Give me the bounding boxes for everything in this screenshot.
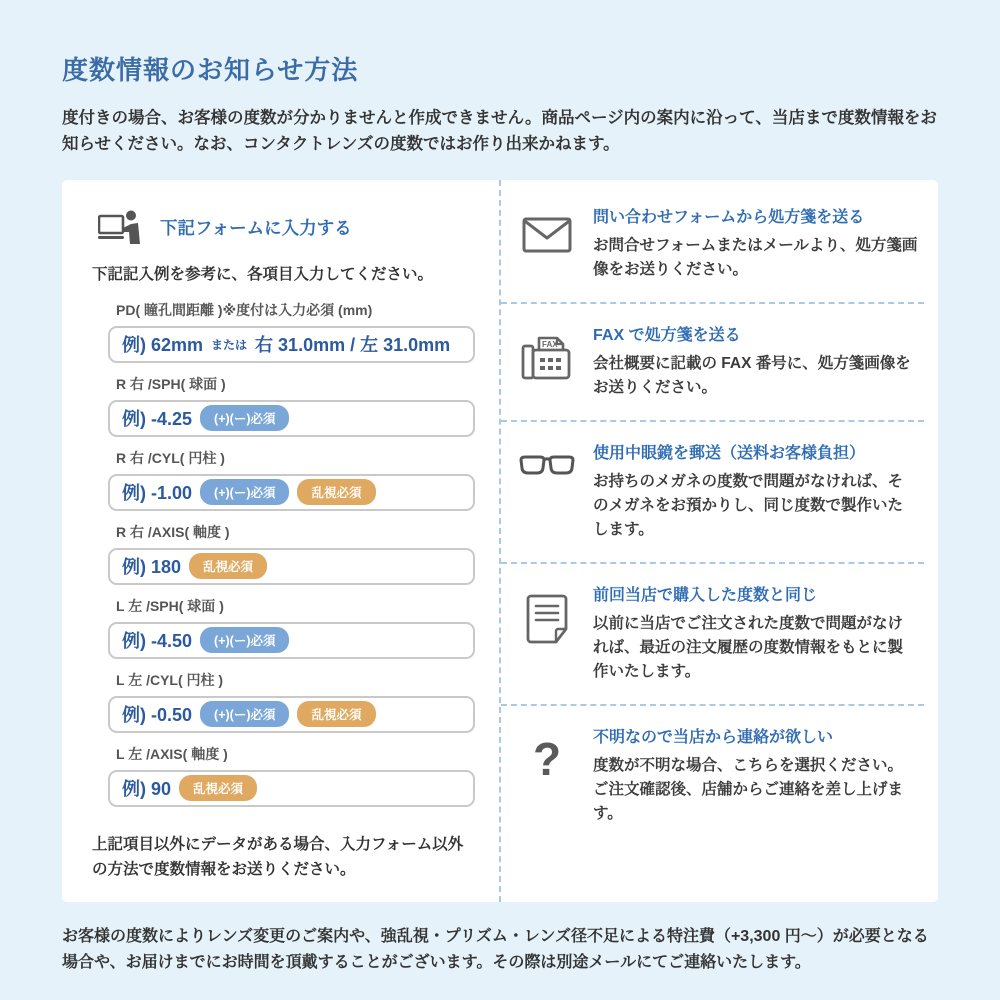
bottom-note: お客様の度数によりレンズ変更のご案内や、強乱視・プリズム・レンズ径不足による特注費（+3,300 円〜）が必要となる場合や、お届けまでにお時間を頂戴することがございます。その際は別途メールにてご連絡いたします。 [62,927,929,972]
form-fields [108,300,475,807]
method-mail-glasses [501,420,924,562]
example-input-box [108,400,475,437]
field-pd [108,300,475,363]
form-note: 上記項目以外にデータがある場合、入力フォーム以外の方法で度数情報をお送りください。 [92,835,464,878]
method-text [593,724,924,826]
person-at-laptop-icon [98,210,144,246]
example-value: 例) 180 [122,557,182,578]
field-r-axis [108,522,475,585]
method-text [593,582,924,684]
field-label: R 右 /AXIS( 軸度 ) [116,523,230,540]
form-example-column [62,180,499,902]
field-l-sph [108,596,475,659]
method-title: 不明なので当店から連絡が欲しい [593,728,834,746]
astigmatism-required-badge: 乱視必須 [297,701,375,727]
form-heading [98,210,475,246]
form-heading-label: 下記フォームに入力する [160,218,352,239]
method-title: FAX で処方箋を送る [593,326,741,344]
field-label: R 右 /CYL( 円柱 ) [116,449,225,466]
form-instruction: 下記記入例を参考に、各項目入力してください。 [92,265,434,283]
alt-methods-column [499,180,938,902]
example-input-box [108,474,475,511]
question-mark-icon [501,724,593,826]
method-title: 問い合わせフォームから処方箋を送る [593,208,865,226]
method-text [593,204,924,282]
example-input-box [108,696,475,733]
document-icon [501,582,593,684]
example-value: 例) 90 [122,779,172,800]
svg-text:FAX: FAX [542,339,558,349]
example-value: 例) -4.50 [122,631,193,652]
method-contact-form [501,186,924,302]
required-sign-badge: (+)(ー)必須 [200,479,289,505]
method-body: 度数が不明な場合、こちらを選択ください。ご注文確認後、店舗からご連絡を差し上げます。 [593,756,904,822]
example-or-label: または [211,337,248,352]
example-value: 例) -4.25 [122,409,193,430]
method-text [593,322,924,400]
example-value: 例) -1.00 [122,483,193,504]
method-body: 会社概要に記載の FAX 番号に、処方箋画像をお送りください。 [593,354,911,396]
example-input-box [108,548,475,585]
astigmatism-required-badge: 乱視必須 [179,775,257,801]
astigmatism-required-badge: 乱視必須 [297,479,375,505]
method-fax [501,302,924,420]
question-mark-glyph: ? [532,732,562,785]
field-l-axis [108,744,475,807]
method-previous-order [501,562,924,704]
fax-icon [501,322,593,400]
method-title: 前回当店で購入した度数と同じ [593,586,818,604]
method-text [593,440,924,542]
example-alt-value: 右 31.0mm / 左 31.0mm [255,335,451,356]
method-body: お持ちのメガネの度数で問題がなければ、そのメガネをお預かりし、同じ度数で製作いたします。 [593,472,904,538]
envelope-icon [501,204,593,282]
methods-panel [62,180,938,902]
field-label: L 左 /CYL( 円柱 ) [116,671,224,688]
method-body: お問合せフォームまたはメールより、処方箋画像をお送りください。 [593,236,918,278]
intro-text: 度付きの場合、お客様の度数が分かりませんと作成できません。商品ページ内の案内に沿って、当店まで度数情報をお知らせください。なお、コンタクトレンズの度数ではお作り出来かねます。 [62,109,937,154]
field-label: R 右 /SPH( 球面 ) [116,375,226,392]
example-input-box [108,770,475,807]
method-unknown-contact [501,704,924,846]
glasses-icon [501,440,593,542]
page-title: 度数情報のお知らせ方法 [62,55,359,85]
example-value: 例) -0.50 [122,705,193,726]
field-r-cyl [108,448,475,511]
field-l-cyl [108,670,475,733]
example-input-box [108,326,475,363]
method-body: 以前に当店でご注文された度数で問題がなければ、最近の注文履歴の度数情報をもとに製作いたします。 [593,614,904,680]
required-sign-badge: (+)(ー)必須 [200,701,289,727]
astigmatism-required-badge: 乱視必須 [189,553,267,579]
required-sign-badge: (+)(ー)必須 [200,627,289,653]
method-title: 使用中眼鏡を郵送（送料お客様負担） [593,444,866,462]
example-input-box [108,622,475,659]
field-r-sph [108,374,475,437]
field-label: L 左 /AXIS( 軸度 ) [116,745,228,762]
field-label: PD( 瞳孔間距離 )※度付は入力必須 (mm) [116,301,373,318]
example-value: 例) 62mm [122,335,204,356]
required-sign-badge: (+)(ー)必須 [200,405,289,431]
field-label: L 左 /SPH( 球面 ) [116,597,224,614]
